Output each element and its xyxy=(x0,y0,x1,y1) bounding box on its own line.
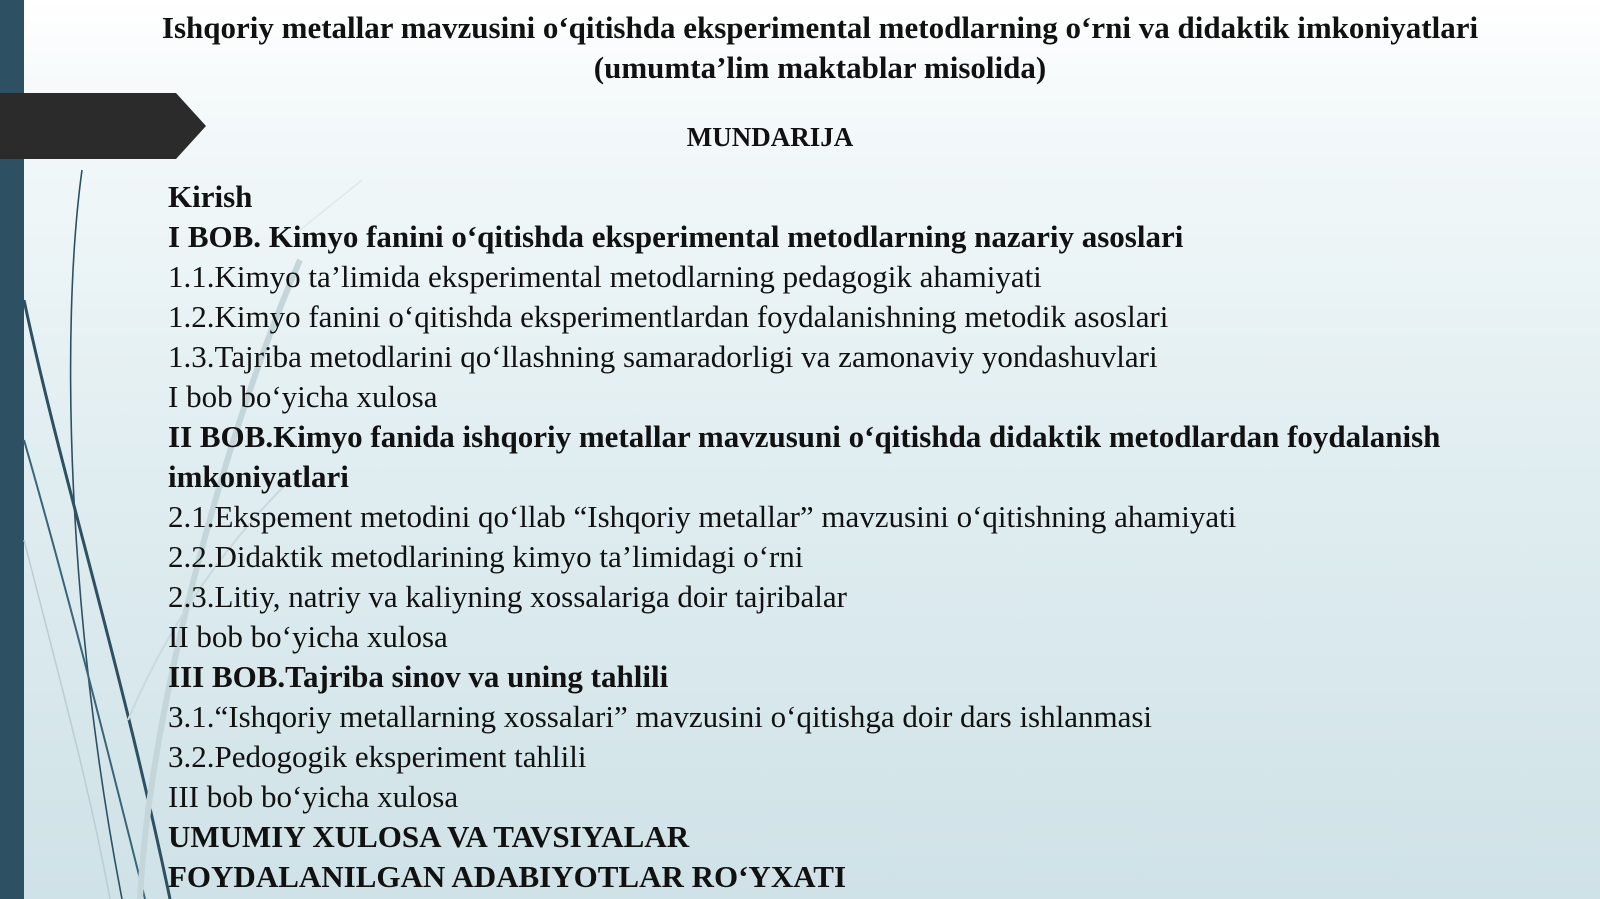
toc-item: 3.1.“Ishqoriy metallarning xossalari” mavzusini o‘qitishga doir dars ishlanmasi xyxy=(168,699,1153,734)
toc-heading: MUNDARIJA xyxy=(686,122,854,152)
title-line-2: (umumta’lim maktablar misolida) xyxy=(593,50,1047,85)
toc-item: I bob bo‘yicha xulosa xyxy=(168,379,438,414)
toc-item: I BOB. Kimyo fanini o‘qitishda eksperimental metodlarning nazariy asoslari xyxy=(168,219,1184,254)
toc-item: 1.2.Kimyo fanini o‘qitishda eksperimentlardan foydalanishning metodik asoslari xyxy=(168,299,1169,334)
table-of-contents xyxy=(168,177,1563,897)
title-line-1: Ishqoriy metallar mavzusini o‘qitishda eksperimental metodlarning o‘rni va didaktik imkoniyatlari xyxy=(161,10,1479,45)
slide-title xyxy=(80,8,1560,88)
arrow-tab-shape xyxy=(0,93,210,159)
toc-item: II bob bo‘yicha xulosa xyxy=(168,619,448,654)
toc-item: Kirish xyxy=(168,179,253,214)
toc-item: III BOB.Tajriba sinov va uning tahlili xyxy=(168,659,669,694)
toc-item: 2.1.Ekspement metodini qo‘llab “Ishqoriy metallar” mavzusini o‘qitishning ahamiyati xyxy=(168,499,1237,534)
toc-item: 3.2.Pedogogik eksperiment tahlili xyxy=(168,739,587,774)
toc-item: II BOB.Kimyo fanida ishqoriy metallar mavzusuni o‘qitishda didaktik metodlardan foydalanish imkoniyatlari xyxy=(168,419,1441,494)
toc-item: FOYDALANILGAN ADABIYOTLAR RO‘YXATI xyxy=(168,859,847,894)
toc-item: 2.3.Litiy, natriy va kaliyning xossalariga doir tajribalar xyxy=(168,579,847,614)
toc-item: 1.1.Kimyo ta’limida eksperimental metodlarning pedagogik ahamiyati xyxy=(168,259,1042,294)
toc-item: III bob bo‘yicha xulosa xyxy=(168,779,459,814)
toc-item: 1.3.Tajriba metodlarini qo‘llashning samaradorligi va zamonaviy yondashuvlari xyxy=(168,339,1158,374)
toc-item: 2.2.Didaktik metodlarining kimyo ta’limidagi o‘rni xyxy=(168,539,804,574)
toc-item: UMUMIY XULOSA VA TAVSIYALAR xyxy=(168,819,690,854)
